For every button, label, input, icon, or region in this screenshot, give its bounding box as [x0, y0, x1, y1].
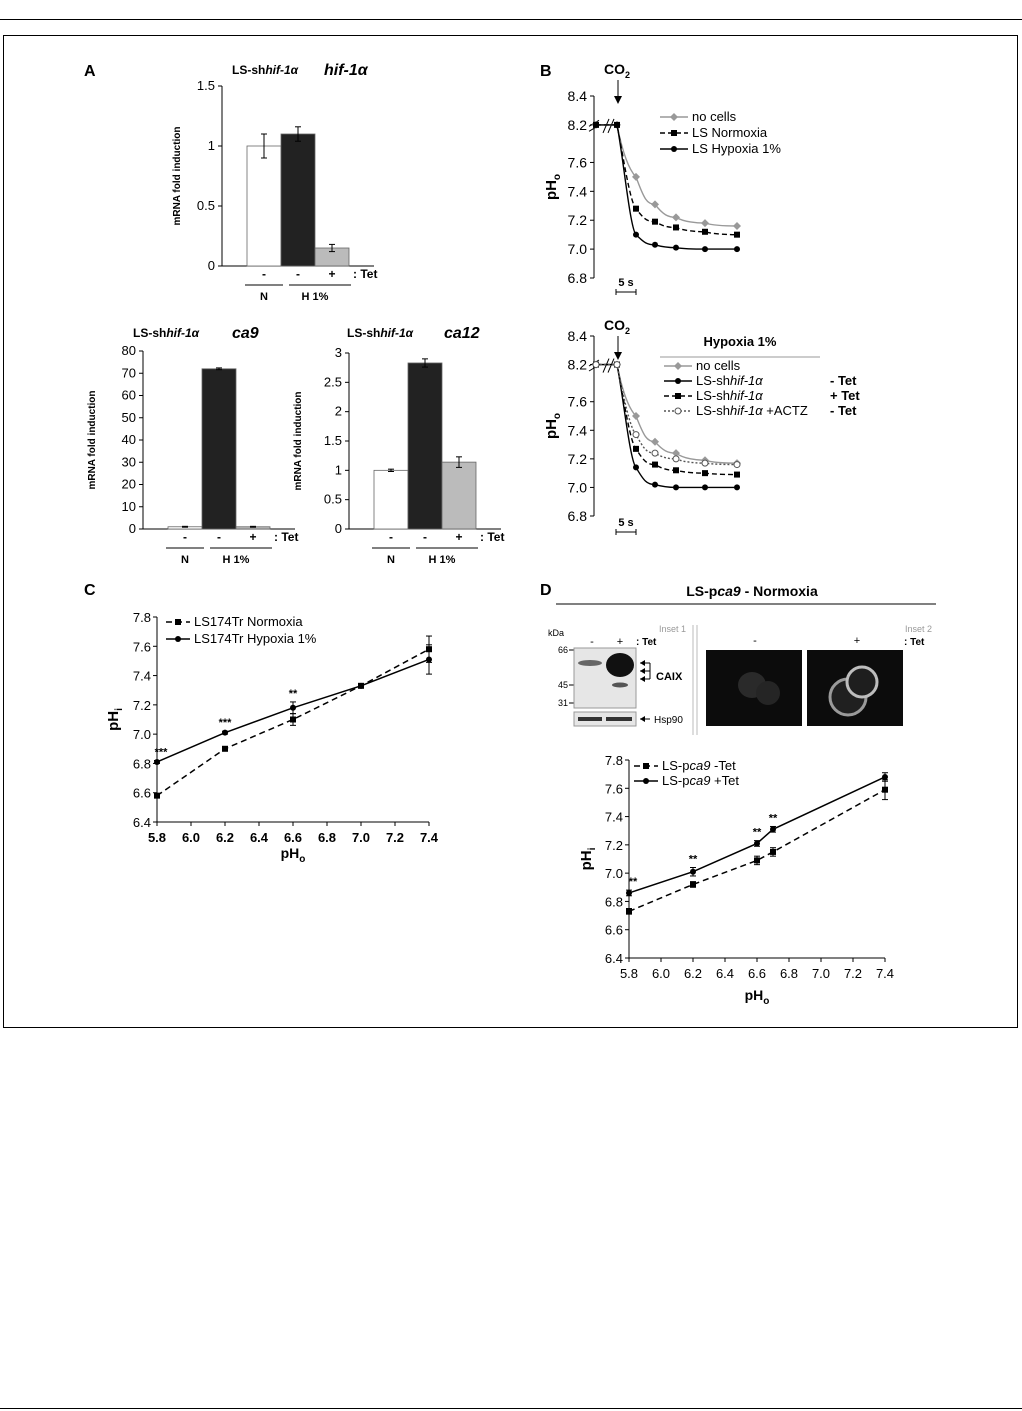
chart-title-gene: hif-1α — [324, 62, 368, 79]
y-tick-label: 7.2 — [604, 837, 623, 853]
group-label-n: N — [181, 554, 189, 566]
x-tick-label: 7.4 — [875, 966, 895, 981]
legend-marker — [675, 408, 681, 414]
legend-marker — [674, 362, 682, 370]
y-tick-label: 8.4 — [567, 328, 587, 344]
micro-lane-plus: + — [853, 635, 861, 647]
data-point — [770, 849, 776, 855]
data-point — [673, 467, 679, 473]
title-gene: hif-1α — [166, 326, 200, 340]
x-tick-label: 6.6 — [283, 830, 303, 845]
data-point — [754, 857, 760, 863]
y-tick-label: 7.4 — [132, 668, 151, 684]
panel-letter-a: A — [84, 63, 96, 80]
legend-label — [662, 758, 736, 773]
y-tick-label: 7.2 — [132, 697, 151, 713]
chart-title-gene: ca9 — [232, 325, 259, 342]
legend-name: LS-sh — [696, 388, 730, 403]
legend-gene: ca9 — [689, 773, 711, 788]
data-point — [702, 470, 708, 476]
tet-suffix: : Tet — [480, 530, 505, 544]
chart-title-prefix — [133, 326, 200, 340]
tet-sign: - — [423, 530, 427, 544]
y-axis-label — [578, 847, 598, 870]
legend-name: LS174Tr Normoxia — [194, 614, 303, 629]
micro-lane-minus: - — [753, 635, 757, 647]
x-tick-label: 6.2 — [215, 830, 235, 845]
legend-label — [692, 109, 737, 124]
y-tick-label: 6.8 — [132, 756, 151, 772]
legend-marker — [671, 146, 677, 152]
data-point — [652, 450, 658, 456]
legend-tet: +Tet — [710, 773, 739, 788]
blot-lane-minus: - — [590, 636, 594, 648]
y-label-sub: i — [587, 847, 598, 851]
legend-label — [692, 141, 781, 156]
data-point — [702, 229, 708, 235]
y-tick-label: 70 — [121, 365, 136, 381]
significance-marker: ** — [688, 853, 698, 866]
y-tick-label: 7.4 — [567, 422, 587, 439]
significance-marker: *** — [154, 746, 168, 759]
caix-label: CAIX — [656, 671, 683, 683]
legend-suffix: +ACTZ — [762, 403, 808, 418]
co2-annotation — [604, 61, 630, 80]
x-tick-label: 6.0 — [181, 830, 201, 845]
x-tick-label: 7.2 — [385, 830, 405, 845]
legend-name: LS Normoxia — [692, 125, 768, 140]
y-axis-label — [105, 708, 125, 731]
y-tick-label: 0 — [334, 521, 342, 536]
legend-marker — [175, 619, 181, 625]
x-label-sub: o — [763, 996, 770, 1007]
blot-band-plus-lower — [612, 683, 628, 688]
data-point — [702, 246, 708, 252]
chart-b1-pho-time — [543, 61, 781, 295]
blot-lane-plus: + — [616, 636, 624, 648]
y-tick-label: 0 — [128, 521, 136, 536]
legend-marker — [175, 636, 181, 642]
tet-sign: + — [328, 267, 336, 281]
group-label-h: H 1% — [428, 554, 456, 566]
x-tick-label: 5.8 — [147, 830, 167, 845]
y-tick-label: 7.0 — [604, 866, 623, 882]
data-point — [426, 656, 432, 662]
y-tick-label: 8.2 — [567, 116, 587, 133]
data-point — [673, 224, 679, 230]
title-gene: hif-1α — [265, 63, 299, 77]
blot-hsp90-band-minus — [578, 717, 602, 721]
y-axis-label — [543, 413, 563, 439]
co2-annotation — [604, 317, 630, 336]
y-tick-label: 7.6 — [567, 393, 587, 410]
data-point — [672, 213, 680, 221]
marker-66: 66 — [557, 645, 568, 655]
chart-title-gene: ca12 — [444, 325, 480, 342]
data-point — [290, 717, 296, 723]
data-point — [593, 362, 599, 368]
x-axis-label — [281, 845, 306, 865]
data-point — [652, 462, 658, 468]
x-tick-label: 6.2 — [683, 966, 703, 981]
blot-band-minus — [578, 660, 602, 666]
scale-bar-label: 5 s — [618, 277, 634, 289]
data-point — [882, 787, 888, 793]
x-label-main: pH — [280, 845, 300, 861]
y-label-sub: i — [114, 708, 125, 711]
x-tick-label: 6.0 — [651, 966, 671, 981]
tet-suffix: : Tet — [353, 267, 378, 281]
chart-a3-ca12-bar — [293, 325, 504, 566]
legend-tet: -Tet — [710, 758, 736, 773]
tet-sign: - — [217, 530, 221, 544]
y-label-main: pH — [543, 180, 560, 201]
legend-marker — [643, 778, 649, 784]
y-tick-label: 3 — [334, 345, 342, 360]
data-point — [673, 245, 679, 251]
group-label-h: H 1% — [222, 554, 250, 566]
hsp90-label: Hsp90 — [654, 715, 683, 726]
legend-name: LS-sh — [696, 373, 730, 388]
series-line — [629, 790, 885, 912]
y-tick-label: 1 — [207, 138, 215, 153]
data-point — [702, 484, 708, 490]
legend-label — [692, 125, 768, 140]
panel-letter-b: B — [540, 63, 552, 80]
tet-sign: - — [183, 530, 187, 544]
legend-name: no cells — [692, 109, 737, 124]
x-tick-label: 7.0 — [351, 830, 371, 845]
tet-sign: - — [262, 267, 266, 281]
y-label-main: pH — [543, 419, 560, 440]
tet-sign: + — [455, 530, 463, 544]
y-tick-label: 6.6 — [132, 785, 151, 801]
data-point — [614, 362, 620, 368]
y-tick-label: 7.4 — [604, 809, 623, 825]
data-point — [734, 232, 740, 238]
bar — [442, 462, 476, 529]
tet-suffix: : Tet — [274, 530, 299, 544]
y-tick-label: 0.5 — [196, 198, 215, 213]
data-point — [673, 456, 679, 462]
y-tick-label: 7.0 — [132, 727, 151, 743]
y-tick-label: 30 — [121, 454, 136, 470]
y-tick-label: 60 — [121, 387, 136, 403]
legend-label — [696, 403, 808, 418]
panel-d-title: LS-pca9 - Normoxia — [686, 583, 818, 599]
title-prefix: LS-sh — [347, 326, 381, 340]
data-point — [633, 464, 639, 470]
panel-letter-d: D — [540, 582, 552, 599]
y-axis-label — [543, 174, 563, 200]
y-tick-label: 6.4 — [604, 951, 623, 966]
x-tick-label: 6.6 — [747, 966, 767, 981]
y-axis-label: mRNA fold induction — [172, 126, 183, 226]
co2-main: CO — [604, 61, 625, 77]
micro-cell-minus-2 — [756, 681, 780, 705]
y-tick-label: 7.6 — [567, 154, 587, 171]
data-point — [652, 242, 658, 248]
chart-c-phi-vs-pho — [105, 610, 439, 865]
group-label-n: N — [387, 554, 395, 566]
data-point — [614, 122, 620, 128]
y-label-sub: o — [552, 173, 563, 181]
inset2-microscopy — [706, 624, 932, 726]
panel-letter-c: C — [84, 582, 96, 599]
legend-name: LS174Tr Hypoxia 1% — [194, 631, 317, 646]
legend-label — [194, 614, 303, 629]
bar — [374, 470, 408, 529]
tet-sign: - — [389, 530, 393, 544]
micro-cell-plus-2 — [847, 667, 877, 697]
significance-marker: *** — [218, 717, 232, 730]
y-tick-label: 7.4 — [567, 183, 587, 200]
data-point — [593, 122, 599, 128]
title-prefix: LS-sh — [232, 63, 266, 77]
tet-sign: + — [249, 530, 257, 544]
significance-marker: ** — [628, 876, 638, 889]
y-tick-label: 6.8 — [567, 270, 587, 286]
legend-marker — [643, 763, 649, 769]
chart-title-prefix — [232, 63, 299, 77]
y-tick-label: 7.0 — [567, 479, 587, 496]
co2-arrow-icon — [614, 96, 622, 104]
legend-name: LS-p — [662, 758, 690, 773]
data-point — [290, 705, 296, 711]
x-tick-label: 6.8 — [317, 830, 337, 845]
legend-gene: hif-1α — [729, 373, 763, 388]
legend-name: LS-sh — [696, 403, 730, 418]
x-label-sub: o — [299, 854, 306, 865]
chart-d-phi-vs-pho-ca9 — [578, 753, 894, 1007]
legend-label — [662, 773, 739, 788]
y-label-main: pH — [105, 710, 122, 731]
micro-tet-label: : Tet — [904, 637, 925, 648]
x-tick-label: 5.8 — [619, 966, 639, 981]
significance-marker: ** — [288, 687, 298, 700]
y-tick-label: 8.4 — [567, 88, 587, 104]
data-point — [222, 730, 228, 736]
x-tick-label: 7.4 — [419, 830, 439, 845]
scale-bar-label: 5 s — [618, 517, 634, 529]
x-tick-label: 6.4 — [249, 830, 269, 845]
x-tick-label: 7.2 — [843, 966, 863, 981]
inset1-western-blot — [548, 624, 697, 735]
data-point — [652, 482, 658, 488]
legend-gene: hif-1α — [729, 388, 763, 403]
inset1-tag: Inset 1 — [658, 624, 686, 634]
data-point — [702, 460, 708, 466]
y-tick-label: 50 — [121, 409, 136, 425]
co2-main: CO — [604, 317, 625, 333]
chart-a2-ca9-bar — [87, 325, 298, 566]
title-gene: hif-1α — [380, 326, 414, 340]
bar — [247, 146, 281, 266]
chart-a1-hif1a-bar — [172, 62, 377, 303]
legend-tet: + Tet — [830, 388, 860, 403]
data-point — [633, 446, 639, 452]
line-break-icon — [603, 359, 614, 373]
data-point — [734, 472, 740, 478]
x-tick-label: 6.4 — [715, 966, 735, 981]
y-axis-label: mRNA fold induction — [293, 391, 304, 491]
legend-label — [696, 388, 763, 403]
data-point — [754, 840, 760, 846]
chart-b2-pho-time-hypoxia — [543, 317, 860, 535]
y-tick-label: 8.2 — [567, 356, 587, 373]
data-point — [733, 222, 741, 230]
tet-sign: - — [296, 267, 300, 281]
data-point — [633, 232, 639, 238]
kda-label: kDa — [548, 628, 565, 638]
bar — [408, 363, 442, 529]
title-prefix: LS-sh — [133, 326, 167, 340]
bar — [281, 134, 315, 266]
bar — [202, 369, 236, 529]
legend-title: Hypoxia 1% — [703, 334, 777, 349]
y-tick-label: 7.2 — [567, 212, 587, 229]
marker-45: 45 — [557, 680, 568, 690]
y-tick-label: 6.8 — [604, 894, 623, 910]
legend-marker — [675, 378, 681, 384]
chart-title-prefix — [347, 326, 414, 340]
data-point — [882, 774, 888, 780]
data-point — [770, 826, 776, 832]
y-tick-label: 7.6 — [604, 781, 623, 797]
y-tick-label: 1.5 — [323, 433, 342, 448]
significance-marker: ** — [752, 826, 762, 839]
legend-label — [696, 358, 741, 373]
y-tick-label: 0.5 — [323, 491, 342, 507]
y-tick-label: 7.8 — [132, 610, 151, 625]
data-point — [701, 219, 709, 227]
data-point — [154, 759, 160, 765]
data-point — [673, 484, 679, 490]
y-tick-label: 0 — [207, 258, 215, 273]
legend-name: no cells — [696, 358, 741, 373]
y-tick-label: 80 — [121, 343, 136, 358]
y-tick-label: 6.8 — [567, 508, 587, 524]
blot-band-plus — [606, 653, 634, 677]
y-tick-label: 7.2 — [567, 450, 587, 467]
data-point — [734, 484, 740, 490]
legend-tet: - Tet — [830, 403, 857, 418]
legend-name: LS Hypoxia 1% — [692, 141, 781, 156]
group-label-n: N — [260, 291, 268, 303]
data-point — [633, 432, 639, 438]
legend-tet: - Tet — [830, 373, 857, 388]
data-point — [652, 219, 658, 225]
marker-31: 31 — [557, 698, 568, 708]
data-point — [154, 793, 160, 799]
data-point — [633, 206, 639, 212]
y-tick-label: 2.5 — [323, 374, 342, 390]
significance-marker: ** — [768, 812, 778, 825]
group-label-h: H 1% — [301, 291, 329, 303]
y-tick-label: 6.6 — [604, 922, 623, 938]
data-point — [690, 869, 696, 875]
y-label-main: pH — [578, 850, 595, 871]
data-point — [626, 908, 632, 914]
legend-marker — [675, 393, 681, 399]
line-break-icon — [603, 119, 614, 133]
y-label-sub: o — [552, 412, 563, 420]
y-tick-label: 1 — [334, 462, 342, 478]
y-tick-label: 20 — [121, 476, 136, 492]
y-tick-label: 40 — [121, 432, 136, 447]
blot-tet-label: : Tet — [636, 637, 657, 648]
y-axis-label: mRNA fold induction — [87, 390, 98, 490]
y-tick-label: 7.8 — [604, 753, 623, 768]
data-point — [626, 890, 632, 896]
co2-sub: 2 — [625, 326, 631, 336]
y-tick-label: 10 — [121, 498, 136, 514]
data-point — [734, 462, 740, 468]
x-tick-label: 7.0 — [811, 966, 831, 981]
legend-label — [696, 373, 763, 388]
y-tick-label: 7.6 — [132, 639, 151, 655]
legend-label — [194, 631, 317, 646]
legend-gene: hif-1α — [729, 403, 763, 418]
data-point — [222, 746, 228, 752]
co2-arrow-icon — [614, 352, 622, 360]
y-tick-label: 6.4 — [132, 815, 151, 830]
legend-name: LS-p — [662, 773, 690, 788]
caix-arrowheads — [640, 660, 645, 682]
x-tick-label: 6.8 — [779, 966, 799, 981]
inset2-tag: Inset 2 — [904, 624, 932, 634]
y-tick-label: 2 — [334, 403, 342, 419]
blot-hsp90-band-plus — [606, 717, 632, 721]
data-point — [734, 246, 740, 252]
legend-marker — [670, 113, 678, 121]
co2-sub: 2 — [625, 70, 631, 80]
x-axis-label — [745, 987, 770, 1007]
x-label-main: pH — [744, 987, 764, 1003]
legend-gene: ca9 — [689, 758, 711, 773]
data-point — [358, 683, 364, 689]
data-point — [690, 881, 696, 887]
y-tick-label: 1.5 — [196, 78, 215, 93]
legend-marker — [671, 130, 677, 136]
y-tick-label: 7.0 — [567, 241, 587, 258]
